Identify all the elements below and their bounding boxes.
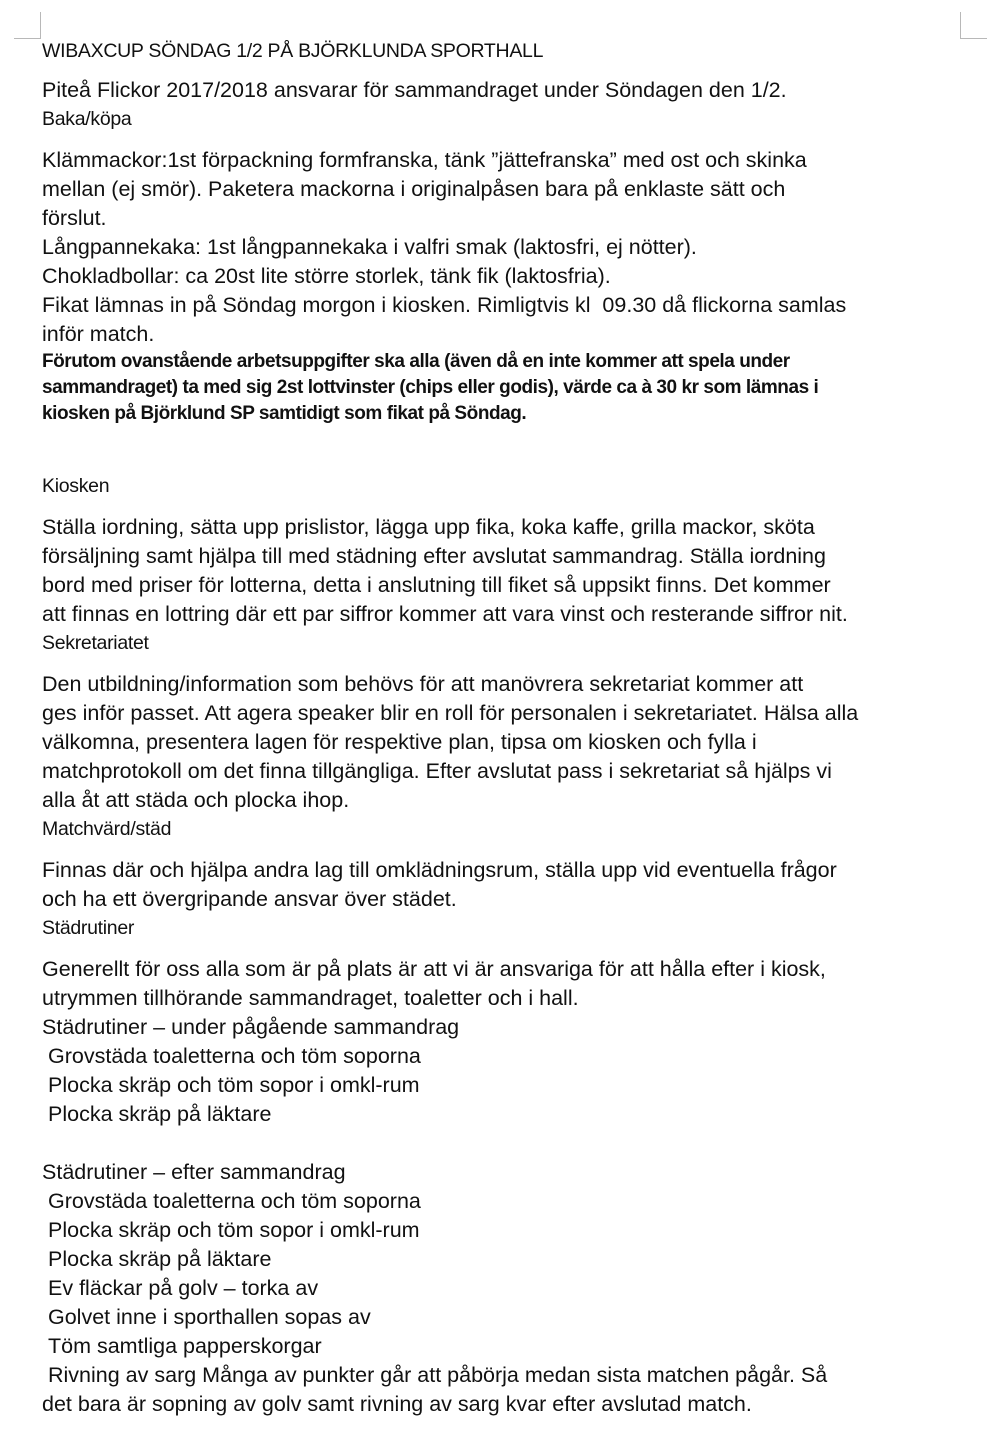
stadrutiner-under-list <box>42 1042 972 1129</box>
list-item: Plocka skräp och töm sopor i omkl-rum <box>48 1073 420 1097</box>
matchvard-line: och ha ett övergripande ansvar över städet. <box>42 887 457 911</box>
stadrutiner-line: Generellt för oss alla som är på plats är att vi är ansvariga för att hålla efter i kiosk, <box>42 957 826 981</box>
list-item: Plocka skräp på läktare <box>48 1102 272 1126</box>
document-page <box>42 36 972 1419</box>
baka-line: förslut. <box>42 206 107 230</box>
list-item: Golvet inne i sporthallen sopas av <box>48 1305 371 1329</box>
list-item: Rivning av sarg Många av punkter går att påbörja medan sista matchen pågår. Så <box>48 1363 828 1387</box>
sekretariatet-line: ges inför passet. Att agera speaker blir en roll för personalen i sekretariatet. Hälsa alla <box>42 701 859 725</box>
stadrutiner-section-body <box>42 955 972 1419</box>
sekretariatet-line: Den utbildning/information som behövs för att manövrera sekretariat kommer att <box>42 672 804 696</box>
stadrutiner-under-title: Städrutiner – under pågående sammandrag <box>42 1015 460 1039</box>
list-item: Plocka skräp och töm sopor i omkl-rum <box>48 1218 420 1242</box>
baka-line: Klämmackor:1st förpackning formfranska, tänk ”jättefranska” med ost och skinka <box>42 148 807 172</box>
document-title: WIBAXCUP SÖNDAG 1/2 PÅ BJÖRKLUNDA SPORTHALL <box>42 40 544 62</box>
baka-line: Fikat lämnas in på Söndag morgon i kiosken. Rimligtvis kl 09.30 då flickorna samlas <box>42 293 847 317</box>
matchvard-line: Finnas där och hjälpa andra lag till omklädningsrum, ställa upp vid eventuella frågor <box>42 858 837 882</box>
stadrutiner-efter-list <box>42 1187 972 1419</box>
section-heading-sekretariatet: Sekretariatet <box>42 632 149 654</box>
list-item: Grovstäda toaletterna och töm soporna <box>48 1044 421 1068</box>
sekretariatet-section-body <box>42 670 972 815</box>
kiosken-section-body <box>42 513 972 629</box>
section-heading-baka: Baka/köpa <box>42 108 132 130</box>
section-heading-stadrutiner: Städrutiner <box>42 917 135 939</box>
kiosken-line: försäljning samt hjälpa till med städning efter avslutat sammandrag. Ställa iordning <box>42 544 826 568</box>
sekretariatet-line: alla åt att städa och plocka ihop. <box>42 788 350 812</box>
list-item: Töm samtliga papperskorgar <box>48 1334 322 1358</box>
baka-line: mellan (ej smör). Paketera mackorna i originalpåsen bara på enklaste sätt och <box>42 177 786 201</box>
sekretariatet-line: matchprotokoll om det finna tillgängliga. Efter avslutat pass i sekretariat så hjälps vi <box>42 759 832 783</box>
list-item: Ev fläckar på golv – torka av <box>48 1276 319 1300</box>
stadrutiner-efter-title: Städrutiner – efter sammandrag <box>42 1160 346 1184</box>
list-item: Plocka skräp på läktare <box>48 1247 272 1271</box>
kiosken-line: bord med priser för lotterna, detta i anslutning till fiket så uppsikt finns. Det kommer <box>42 573 831 597</box>
stadrutiner-efter-last-line: det bara är sopning av golv samt rivning av sarg kvar efter avslutad match. <box>42 1392 752 1416</box>
page-corner-mark-top-left <box>14 12 41 39</box>
matchvard-section-body <box>42 856 972 914</box>
bold-notice-line: kiosken på Björklund SP samtidigt som fikat på Söndag. <box>42 403 527 424</box>
sekretariatet-line: välkomna, presentera lagen för respektive plan, tipsa om kiosken och fylla i <box>42 730 757 754</box>
bold-notice-line: Förutom ovanstående arbetsuppgifter ska alla (även då en inte kommer att spela under <box>42 351 790 372</box>
intro-paragraph: Piteå Flickor 2017/2018 ansvarar för sammandraget under Söndagen den 1/2. <box>42 78 787 102</box>
baka-bold-notice <box>42 349 972 427</box>
baka-section-body <box>42 146 972 349</box>
bold-notice-line: sammandraget) ta med sig 2st lottvinster (chips eller godis), värde ca à 30 kr som lämnas i <box>42 377 819 398</box>
list-item: Grovstäda toaletterna och töm soporna <box>48 1189 421 1213</box>
baka-line: Långpannekaka: 1st långpannekaka i valfri smak (laktosfri, ej nötter). <box>42 235 697 259</box>
section-heading-matchvard: Matchvärd/städ <box>42 818 172 840</box>
baka-line: Chokladbollar: ca 20st lite större storlek, tänk fik (laktosfria). <box>42 264 611 288</box>
stadrutiner-line: utrymmen tillhörande sammandraget, toaletter och i hall. <box>42 986 579 1010</box>
page-corner-mark-top-right <box>960 12 987 39</box>
kiosken-line: Ställa iordning, sätta upp prislistor, lägga upp fika, koka kaffe, grilla mackor, sköta <box>42 515 815 539</box>
section-heading-kiosken: Kiosken <box>42 475 110 497</box>
kiosken-line: att finnas en lottring där ett par siffror kommer att vara vinst och resterande siffror nit. <box>42 602 848 626</box>
baka-line: inför match. <box>42 322 155 346</box>
